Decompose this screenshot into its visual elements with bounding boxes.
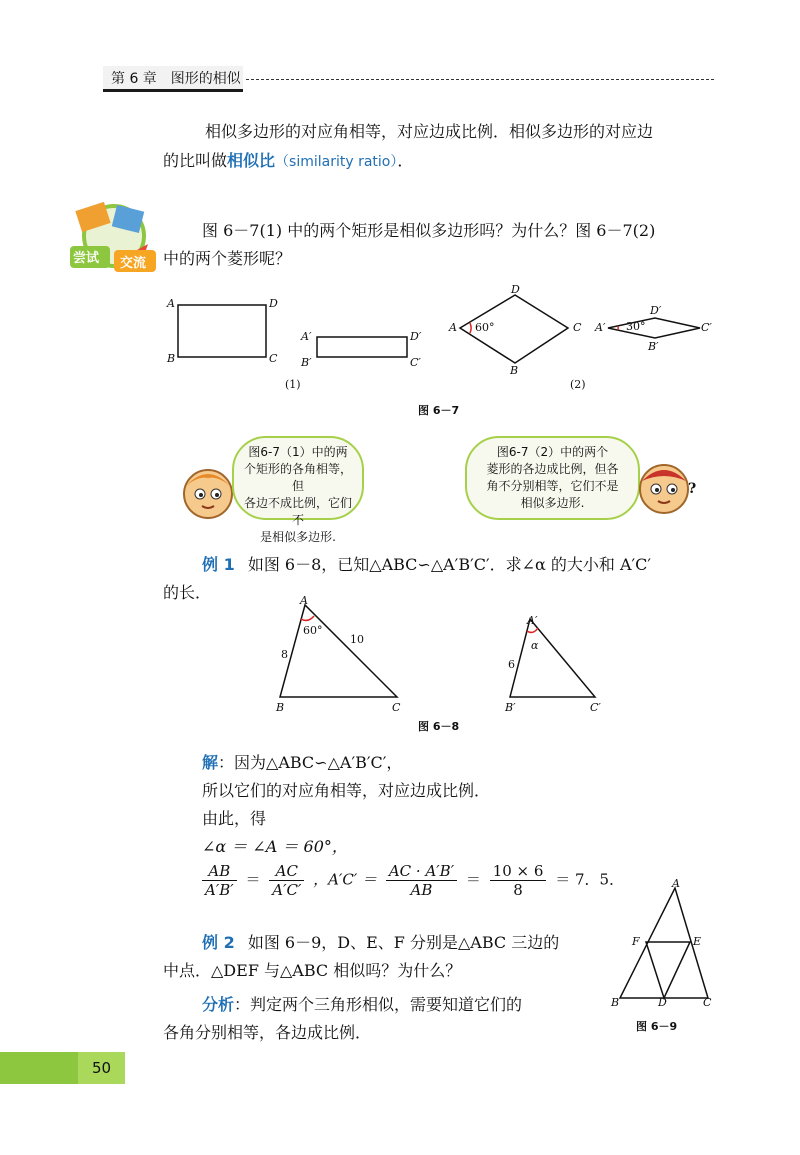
rect1-label-b: B <box>167 352 176 365</box>
example2-line1 <box>202 928 559 958</box>
figure-6-9 <box>608 880 718 1005</box>
fig69-label-f: F <box>632 935 640 948</box>
angle-mark-a <box>301 616 314 620</box>
analysis-label: 分析 <box>202 995 235 1014</box>
solution-text: ：因为△ABC∽△A′B′C′， <box>218 753 403 772</box>
t1-label-b: B <box>276 701 285 714</box>
t1-label-a: A <box>300 594 308 607</box>
figure-6-7 <box>160 285 720 420</box>
t1-side-ab: 8 <box>281 648 288 661</box>
fig67-sublabel-2: (2) <box>570 378 586 391</box>
para1-line1: 相似多边形的对应角相等，对应边成比例．相似多边形的对应边 <box>205 122 654 141</box>
bubble-right-line: 图6-7（2）中的两个 <box>496 445 609 459</box>
angle-mark-60 <box>470 323 471 333</box>
para1-line2 <box>163 146 413 177</box>
try-communicate-badge <box>68 200 158 278</box>
t2-side-ab: 6 <box>508 658 515 671</box>
fig67-caption: 图 6－7 <box>418 404 460 417</box>
rectangle-1 <box>178 305 266 357</box>
bubble-right-line: 角不分别相等，它们不是 <box>486 479 619 493</box>
para1-period: ． <box>397 151 414 170</box>
chapter-header: 第 6 章 图形的相似 <box>103 66 243 92</box>
fig69-label-b: B <box>611 996 620 1009</box>
solution-mid: ，A′C′ ＝ <box>313 870 378 889</box>
rh1-label-a: A <box>449 321 457 334</box>
rh1-angle: 60° <box>475 321 495 334</box>
girl-avatar <box>634 455 699 520</box>
rh1-label-c: C <box>573 321 582 334</box>
para1-line2-text: 的比叫做 <box>163 151 228 170</box>
example1-label: 例 1 <box>202 555 235 574</box>
fig69-label-c: C <box>703 996 712 1009</box>
angle-mark-alpha <box>527 628 538 632</box>
rhombus-2 <box>608 318 700 338</box>
example1-line1 <box>202 550 651 580</box>
example1-text: 如图 6－8，已知△ABC∽△A′B′C′．求∠α 的大小和 A′C′ <box>247 555 652 574</box>
t2-label-c: C′ <box>590 701 601 714</box>
example2-line2: 中点．△DEF 与△ABC 相似吗？为什么？ <box>163 961 462 980</box>
example2-label: 例 2 <box>202 933 235 952</box>
analysis-line1 <box>202 990 522 1020</box>
fraction-numeric: $\frac{10 \times 6}{8}$ <box>490 862 547 899</box>
fig67-sublabel-1: (1) <box>285 378 301 391</box>
triangle-a1b1c1 <box>510 619 595 697</box>
fig68-caption: 图 6－8 <box>418 720 460 733</box>
rectangle-2 <box>317 337 407 357</box>
boy-face-icon <box>178 462 238 522</box>
triangle-def-inner <box>646 942 690 998</box>
rh2-label-a: A′ <box>595 321 606 334</box>
term-english: （similarity ratio） <box>275 154 398 170</box>
rect2-label-d: D′ <box>410 330 422 343</box>
bubble-left-line: 图6-7（1）中的两 <box>248 445 348 459</box>
t2-label-a: A′ <box>527 614 538 627</box>
rh2-label-d: D′ <box>650 304 662 317</box>
fraction-ac-a1c1: $\frac{AC}{A'C'}$ <box>269 862 304 899</box>
fig69-label-d: D <box>658 996 667 1009</box>
t1-angle: 60° <box>303 624 323 637</box>
rh1-label-b: B <box>510 364 519 377</box>
bubble-left-line: 各边不成比例，它们不 <box>244 496 353 527</box>
header-divider <box>246 79 714 80</box>
rect2-label-c: C′ <box>410 356 421 369</box>
rect1-label-a: A <box>167 297 175 310</box>
solution-line1 <box>202 748 402 778</box>
fraction-product: $\frac{AC \cdot A'B'}{AB}$ <box>386 862 457 899</box>
triangle-abc <box>280 605 397 697</box>
girl-face-icon <box>634 455 699 520</box>
t1-side-ac: 10 <box>350 633 364 646</box>
bubble-right <box>465 436 640 520</box>
analysis-text: ：判定两个三角形相似，需要知道它们的 <box>234 995 523 1014</box>
bubble-left-line: 是相似多边形. <box>260 530 336 544</box>
solution-result: ＝ 7．5． <box>555 870 625 889</box>
page-number: 50 <box>78 1052 125 1084</box>
example2-text: 如图 6－9，D、E、F 分别是△ABC 三边的 <box>247 933 560 952</box>
rect1-label-d: D <box>269 297 278 310</box>
question-line1: 图 6－7(1) 中的两个矩形是相似多边形吗？为什么？图 6－7(2) <box>202 221 656 240</box>
rect2-label-b: B′ <box>301 356 312 369</box>
rh2-label-b: B′ <box>648 340 659 353</box>
fig69-label-a: A <box>672 877 680 890</box>
t2-label-b: B′ <box>505 701 516 714</box>
bubble-left-line: 个矩形的各角相等，但 <box>244 462 353 493</box>
solution-label: 解 <box>202 753 219 772</box>
solution-line2: 所以它们的对应角相等，对应边成比例． <box>202 781 491 800</box>
equals-sign: ＝ <box>465 870 481 889</box>
rect2-label-a: A′ <box>301 330 312 343</box>
badge-label-right: 交流 <box>120 256 147 271</box>
fig69-caption: 图 6－9 <box>636 1020 678 1033</box>
equals-sign: ＝ <box>245 870 261 889</box>
rh1-label-d: D <box>511 283 520 296</box>
boy-avatar <box>178 462 238 522</box>
badge-label-left: 尝试 <box>73 251 100 266</box>
fig69-label-e: E <box>693 935 702 948</box>
rh2-label-c: C′ <box>701 321 712 334</box>
rh2-angle: 30° <box>626 320 646 333</box>
term-similarity-ratio: 相似比 <box>227 151 276 170</box>
bubble-left <box>232 436 364 544</box>
solution-line4: ∠α ＝ ∠A ＝ 60°， <box>202 837 348 856</box>
example1-line2: 的长． <box>163 583 212 602</box>
question-line2: 中的两个菱形呢？ <box>163 249 292 268</box>
bubble-right-line: 菱形的各边成比例，但各 <box>486 462 619 476</box>
t2-angle: α <box>531 639 539 652</box>
rect1-label-c: C <box>269 352 278 365</box>
bubble-right-line: 相似多边形. <box>520 496 585 510</box>
fraction-ab-a1b1: $\frac{AB}{A'B'}$ <box>202 862 237 899</box>
svg-text:?: ? <box>688 481 697 497</box>
solution-line3: 由此，得 <box>202 809 267 828</box>
figure-6-8 <box>270 595 620 720</box>
analysis-line2: 各角分别相等，各边成比例． <box>163 1023 372 1042</box>
t1-label-c: C <box>392 701 401 714</box>
solution-equation <box>198 862 624 899</box>
